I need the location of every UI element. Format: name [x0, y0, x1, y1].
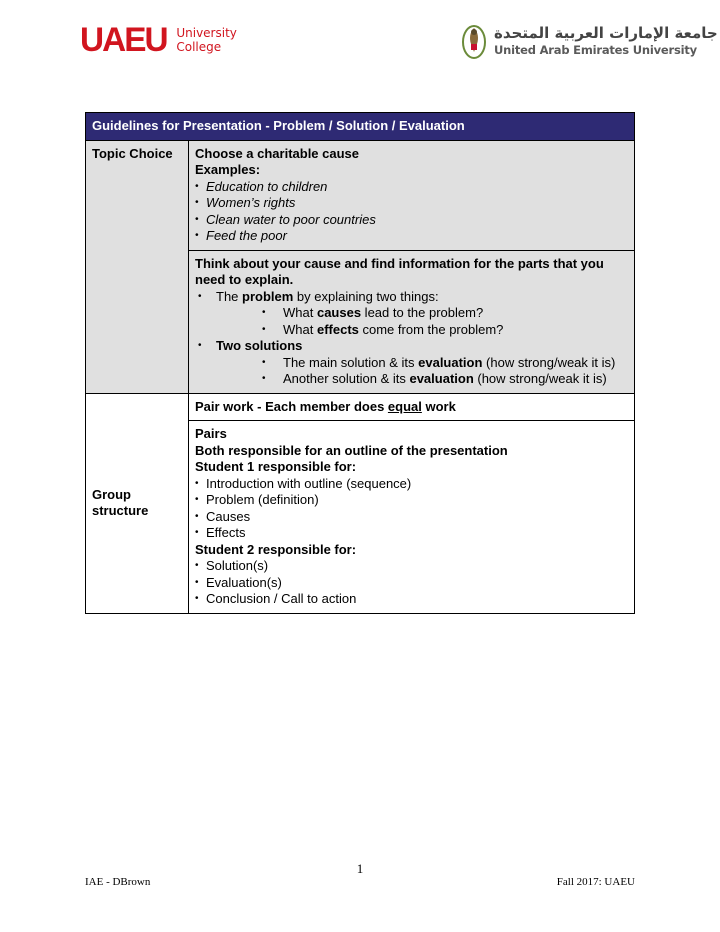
pairs-heading: Pairs	[195, 426, 227, 441]
page-number: 1	[356, 861, 364, 876]
sol1-post: (how strong/weak it is)	[482, 354, 616, 370]
pairs-cell	[189, 421, 635, 614]
examples-list	[195, 179, 628, 245]
problem-word: problem	[242, 288, 294, 304]
list-item: • Feed the poor	[195, 228, 628, 245]
uaeu-sub-line1: University	[176, 26, 237, 40]
sol2-post: (how strong/weak it is)	[473, 371, 607, 386]
effects-word: effects	[316, 321, 359, 337]
student2-list	[195, 558, 628, 608]
pair-work-post: work	[421, 398, 456, 414]
causes-post: lead to the problem?	[361, 305, 484, 320]
student1-heading: Student 1 responsible for:	[195, 459, 357, 474]
sol1-pre: The main solution & its	[283, 354, 419, 370]
student1-list	[195, 476, 628, 542]
list-item: • Causes	[195, 509, 628, 526]
list-item: • Introduction with outline (sequence)	[195, 476, 628, 493]
topic-choice-label: Topic Choice	[86, 140, 189, 393]
list-item: • Evaluation(s)	[195, 575, 628, 592]
research-parts-cell	[189, 250, 635, 393]
two-solutions-heading: Two solutions	[216, 338, 303, 353]
examples-heading: Examples:	[195, 162, 261, 177]
list-item: • Problem (definition)	[195, 492, 628, 509]
footer-term: Fall 2017: UAEU	[556, 876, 635, 888]
pair-work-cell	[189, 393, 635, 421]
uaeu-sub-line2: College	[176, 40, 222, 54]
list-item: • Women’s rights	[195, 195, 628, 212]
problem-sublist	[216, 305, 628, 338]
page-header	[0, 18, 720, 68]
pair-work-equal: equal	[387, 398, 422, 414]
problem-post: by explaining two things:	[293, 288, 439, 304]
uaeu-university-logo	[460, 20, 718, 60]
sol1-word: evaluation	[418, 354, 483, 370]
table-title: Guidelines for Presentation - Problem / Solution / Evaluation	[86, 113, 635, 141]
causes-word: causes	[316, 305, 362, 320]
list-item	[216, 371, 628, 388]
pair-work-pre: Pair work - Each member does	[195, 398, 388, 414]
think-instruction: Think about your cause and find information for the parts that you need to explain.	[195, 255, 604, 287]
university-name-english: United Arab Emirates University	[494, 43, 697, 57]
list-item	[216, 355, 628, 372]
topic-choice-cell	[189, 140, 635, 250]
both-responsible: Both responsible for an outline of the presentation	[195, 442, 508, 458]
list-item	[216, 305, 628, 322]
university-name-arabic: جامعة الإمارات العربية المتحدة	[494, 24, 718, 42]
solutions-sublist	[216, 355, 628, 388]
list-item: • Effects	[195, 525, 628, 542]
list-item	[195, 338, 628, 388]
student2-heading: Student 2 responsible for:	[195, 541, 357, 557]
effects-pre: What	[283, 321, 317, 337]
list-item	[216, 322, 628, 339]
list-item: • Clean water to poor countries	[195, 212, 628, 229]
causes-pre: What	[283, 305, 317, 320]
problem-pre: The	[216, 288, 243, 304]
list-item: • Education to children	[195, 179, 628, 196]
list-item	[195, 289, 628, 339]
group-structure-label: Group structure	[86, 393, 189, 613]
list-item: • Solution(s)	[195, 558, 628, 575]
uaeu-logo-wordmark: UAEU	[80, 21, 167, 59]
choose-cause-heading: Choose a charitable cause	[195, 145, 360, 161]
falcon-emblem-icon	[460, 20, 488, 60]
guidelines-table	[85, 112, 635, 614]
effects-post: come from the problem?	[358, 321, 504, 337]
uaeu-logo-subtitle	[176, 26, 237, 54]
list-item: • Conclusion / Call to action	[195, 591, 628, 608]
parts-list	[195, 289, 628, 388]
sol2-pre: Another solution & its	[283, 371, 410, 386]
sol2-word: evaluation	[409, 371, 474, 386]
uaeu-college-logo	[80, 23, 237, 57]
footer-author: IAE - DBrown	[85, 876, 151, 888]
